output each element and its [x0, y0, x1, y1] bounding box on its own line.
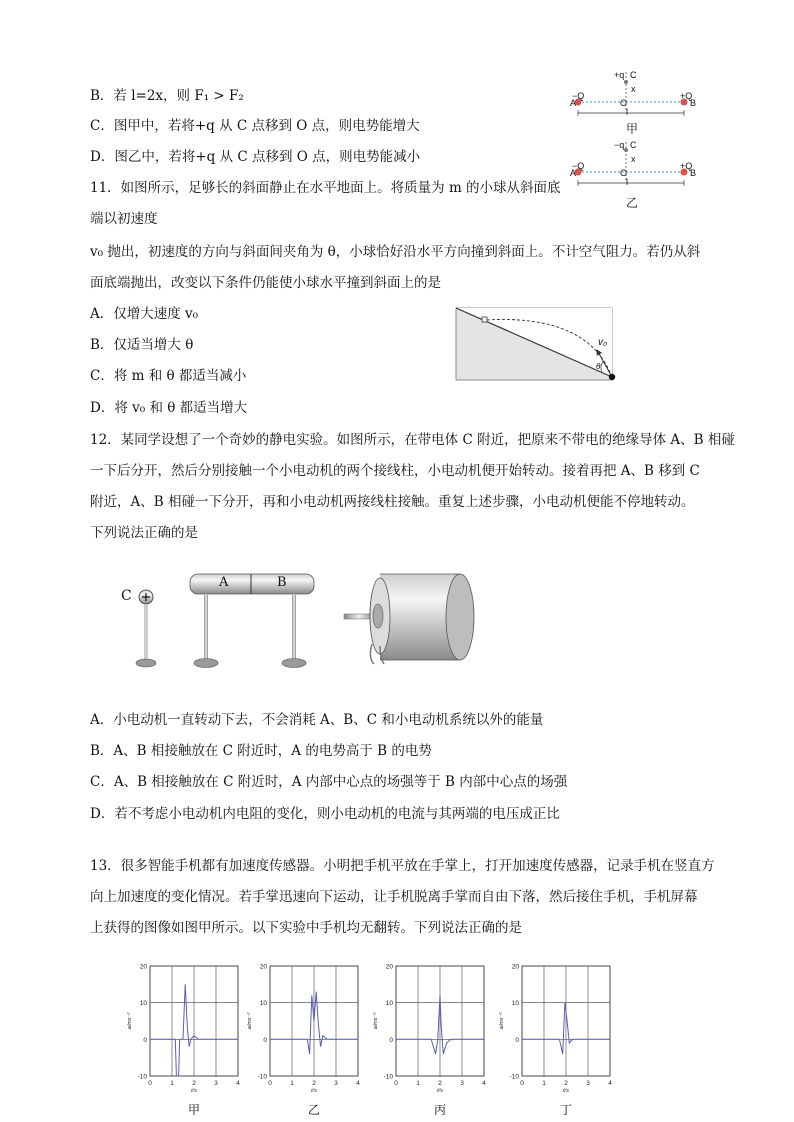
- q11-option-a: A．仅增大速度 v₀: [90, 306, 199, 322]
- q12-option-a: A．小电动机一直转动下去，不会消耗 A、B、C 和小电动机系统以外的能量: [90, 712, 544, 728]
- chart-yi: [238, 956, 368, 1122]
- yi-y-tick-label: 20: [259, 963, 267, 971]
- jia-l-label: l: [626, 107, 628, 117]
- yi-l-label: l: [626, 177, 628, 187]
- q11-option-b: B．仅适当增大 θ: [90, 337, 194, 353]
- yi-y-tick-label: -10: [257, 1073, 267, 1081]
- yi-x-label: x: [631, 154, 636, 164]
- bing-y-tick-label: 0: [389, 1036, 393, 1044]
- jia-c-label: C: [630, 70, 637, 80]
- bing-chart-caption: 丙: [433, 1103, 447, 1117]
- jia-x-tick-label: 1: [170, 1080, 174, 1087]
- jia-minus-Q: −Q: [572, 91, 585, 101]
- b-label: B: [277, 575, 287, 590]
- jia-x-tick-label: 2: [192, 1080, 196, 1087]
- ding-x-axis-label: t/s: [563, 1088, 569, 1094]
- yi-y-axis-label: a/ms⁻²: [247, 1012, 253, 1030]
- v0-label: v₀: [598, 337, 608, 348]
- bing-y-axis-label: a/ms⁻²: [373, 1012, 379, 1030]
- chart-bing: [364, 956, 494, 1122]
- jia-o-label: O: [620, 98, 628, 108]
- ding-x-tick-label: 3: [586, 1080, 590, 1087]
- q13-line-2: 向上加速度的变化情况。若手掌迅速向下运动，让手机脱离手掌而自由下落，然后接住手机，手机屏幕: [90, 889, 698, 905]
- bing-x-tick-label: 2: [438, 1080, 442, 1087]
- jia-x-tick-label: 0: [148, 1080, 152, 1087]
- c-label: C: [121, 588, 132, 604]
- jia-y-tick-label: 20: [139, 963, 147, 971]
- q13-line-3: 上获得的图像如图甲所示。以下实验中手机均无翻转。下列说法正确的是: [90, 920, 522, 936]
- yi-x-axis-label: t/s: [311, 1088, 317, 1094]
- q11-option-d: D．将 v₀ 和 θ 都适当增大: [90, 400, 248, 416]
- q11-line-3: v₀ 抛出，初速度的方向与斜面间夹角为 θ，小球恰好沿水平方向撞到斜面上。不计空气阻力。若仍从斜: [90, 244, 701, 260]
- q12-line-3: 附近，A、B 相碰一下分开，再和小电动机两接线柱接触。重复上述步骤，小电动机便能不停地转动。: [90, 494, 695, 510]
- theta-label: θ: [596, 362, 601, 371]
- yi-b-label: B: [690, 168, 697, 178]
- q12-line-4: 下列说法正确的是: [90, 525, 198, 541]
- a-label: A: [219, 575, 229, 590]
- yi-x-tick-label: 0: [268, 1080, 272, 1087]
- bing-y-tick-label: -10: [383, 1073, 393, 1081]
- ding-chart-caption: 丁: [559, 1103, 573, 1117]
- q11-line-4: 面底端抛出，改变以下条件仍能使小球水平撞到斜面上的是: [90, 275, 441, 291]
- bing-x-axis-label: t/s: [437, 1088, 443, 1094]
- yi-a-label: A: [570, 168, 577, 178]
- jia-y-axis-label: a/ms⁻²: [127, 1012, 133, 1030]
- jia-y-tick-label: 0: [143, 1036, 147, 1044]
- yi-c-label: C: [630, 140, 637, 150]
- bing-x-tick-label: 4: [482, 1080, 486, 1087]
- yi-x-tick-label: 2: [312, 1080, 316, 1087]
- ding-x-tick-label: 2: [564, 1080, 568, 1087]
- yi-x-tick-label: 1: [290, 1080, 294, 1087]
- jia-x-label: x: [631, 84, 636, 94]
- jia-y-tick-label: 10: [139, 1000, 147, 1008]
- q12-line-2: 一下后分开，然后分别接触一个小电动机的两个接线柱，小电动机便开始转动。接着再把 A、B 移到 C: [90, 463, 700, 479]
- ding-x-tick-label: 1: [542, 1080, 546, 1087]
- ding-y-tick-label: -10: [509, 1073, 519, 1081]
- yi-plus-Q: +Q: [680, 161, 693, 171]
- ding-y-tick-label: 20: [511, 963, 519, 971]
- electrostatic-figure: [118, 566, 488, 674]
- yi-y-tick-label: 0: [263, 1036, 267, 1044]
- ding-y-axis-label: a/ms⁻²: [499, 1012, 505, 1030]
- jia-y-tick-label: -10: [137, 1073, 147, 1081]
- q13-line-1: 13．很多智能手机都有加速度传感器。小明把手机平放在手掌上，打开加速度传感器，记录手机在竖直方: [90, 858, 715, 874]
- jia-plus-Q: +Q: [680, 91, 693, 101]
- ding-y-tick-label: 0: [515, 1036, 519, 1044]
- bing-x-tick-label: 0: [394, 1080, 398, 1087]
- ding-x-tick-label: 4: [608, 1080, 612, 1087]
- bing-x-tick-label: 1: [416, 1080, 420, 1087]
- jia-chart-caption: 甲: [187, 1103, 201, 1117]
- q12-option-b: B．A、B 相接触放在 C 附近时，A 的电势高于 B 的电势: [90, 743, 432, 759]
- jia-b-label: B: [690, 98, 697, 108]
- jia-x-tick-label: 3: [214, 1080, 218, 1087]
- q12-line-1: 12．某同学设想了一个奇妙的静电实验。如图所示，在带电体 C 附近，把原来不带电的绝缘导体 A、B 相碰: [90, 432, 735, 448]
- yi-chart-caption: 乙: [307, 1103, 321, 1117]
- jia-x-tick-label: 4: [236, 1080, 240, 1087]
- q10-option-d: D．图乙中，若将+q 从 C 点移到 O 点，则电势能减小: [90, 149, 421, 165]
- bing-x-tick-label: 3: [460, 1080, 464, 1087]
- chart-ding: [490, 956, 620, 1122]
- ding-x-tick-label: 0: [520, 1080, 524, 1087]
- q12-option-d: D．若不考虑小电动机内电阻的变化，则小电动机的电流与其两端的电压成正比: [90, 806, 560, 822]
- bing-y-tick-label: 10: [385, 1000, 393, 1008]
- yi-minus-q: −q: [614, 140, 625, 150]
- q12-option-c: C．A、B 相接触放在 C 附近时，A 内部中心点的场强等于 B 内部中心点的场强: [90, 774, 568, 790]
- yi-minus-Q: −Q: [572, 161, 585, 171]
- yi-y-tick-label: 10: [259, 1000, 267, 1008]
- bing-y-tick-label: 20: [385, 963, 393, 971]
- q11-option-c: C．将 m 和 θ 都适当减小: [90, 368, 247, 384]
- chart-jia: [118, 956, 248, 1122]
- jia-plus-q: +q: [614, 70, 625, 80]
- yi-o-label: O: [620, 168, 628, 178]
- yi-x-tick-label: 3: [334, 1080, 338, 1087]
- q10-option-c: C．图甲中，若将+q 从 C 点移到 O 点，则电势能增大: [90, 118, 420, 134]
- q11-line-2: 端以初速度: [90, 211, 158, 227]
- yi-x-tick-label: 4: [356, 1080, 360, 1087]
- q11-line-1: 11．如图所示，足够长的斜面静止在水平地面上。将质量为 m 的小球从斜面底: [90, 180, 561, 196]
- ding-y-tick-label: 10: [511, 1000, 519, 1008]
- jia-caption: 甲: [626, 122, 639, 136]
- jia-x-axis-label: t/s: [191, 1088, 197, 1094]
- q10-option-b: B．若 l=2x，则 F₁ > F₂: [90, 88, 244, 104]
- jia-a-label: A: [570, 98, 577, 108]
- yi-caption: 乙: [626, 196, 639, 210]
